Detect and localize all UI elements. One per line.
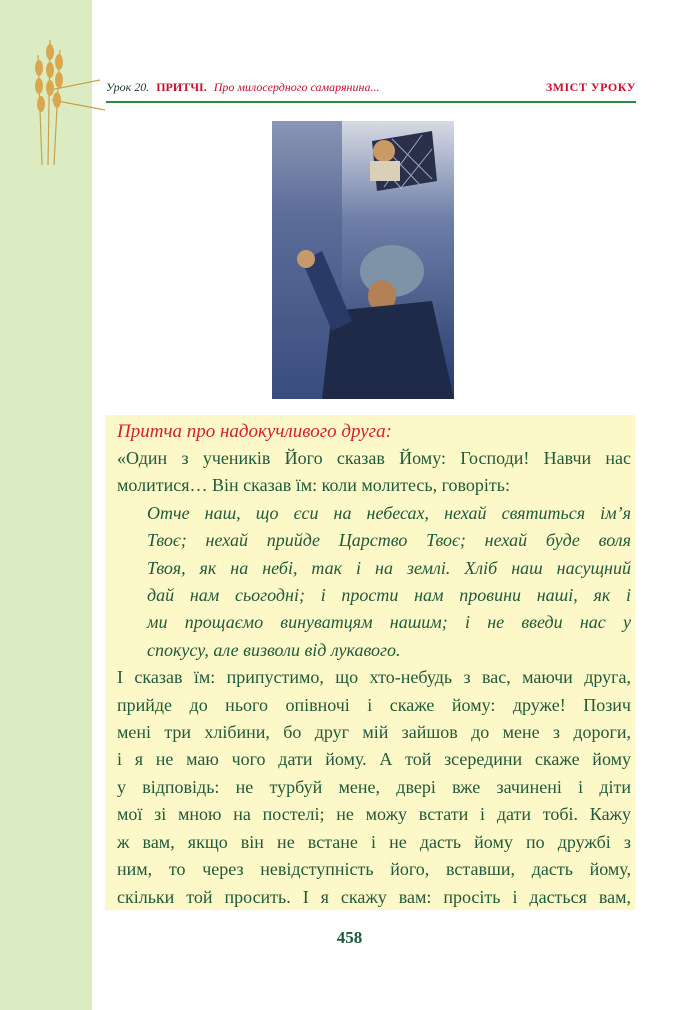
parable-line: і я не маю чого дати йому. А той зсередини скаже йому	[117, 749, 631, 770]
prayer-line: Отче наш, що єси на небесах, нехай святиться ім’я	[147, 502, 631, 523]
prayer-line: ми прощаємо винуватцям нашим; і не введи нас у	[147, 612, 631, 633]
parable-body	[117, 445, 631, 911]
parable-text-box	[105, 415, 635, 910]
parable-line: у відповідь: не турбуй мене, двері вже зачинені і діти	[117, 776, 631, 797]
parable-illustration	[272, 121, 454, 399]
parable-line: І сказав їм: припустимо, що хто-небудь з вас, маючи друга,	[117, 667, 631, 688]
wheat-icon	[30, 30, 110, 170]
lesson-number: Урок 20.	[106, 80, 150, 94]
parable-line: «Один з учеників Його сказав Йому: Господи! Навчи нас	[117, 448, 631, 468]
parable-line: скільки той просить. І я скажу вам: просіть і дасться вам,	[117, 886, 631, 907]
lesson-header	[106, 80, 636, 100]
lesson-subtitle: Про милосердного самарянина...	[213, 80, 380, 94]
parable-line: мені три хлібини, бо друг мій зайшов до мене з дороги,	[117, 722, 631, 743]
lesson-contents-link[interactable]: ЗМІСТ УРОКУ	[545, 80, 636, 94]
prayer-line: Твоє; нехай прийде Царство Твоє; нехай буде воля	[147, 530, 631, 551]
parable-line: прийде до нього опівночі і скаже йому: друже! Позич	[117, 694, 631, 715]
page-number: 458	[336, 928, 363, 947]
prayer-line: дай нам сьогодні; і прости нам провини наші, як і	[147, 585, 631, 606]
prayer-line: Твоя, як на небі, так і на землі. Хліб наш насущний	[147, 557, 631, 578]
parable-line: мої зі мною на постелі; не можу встати і дати тобі. Кажу	[117, 804, 631, 825]
parable-title: Притча про надокучливого друга:	[117, 421, 392, 442]
parable-line: ним, то через невідступність його, вставши, дасть йому,	[117, 859, 631, 880]
prayer-line: спокусу, але визволи від лукавого.	[147, 639, 401, 660]
lesson-section: ПРИТЧІ.	[156, 80, 207, 94]
header-divider	[106, 101, 636, 103]
parable-line: молитися… Він сказав їм: коли молитесь, говоріть:	[117, 475, 510, 496]
parable-line: ж вам, якщо він не встане і не дасть йому по дружбі з	[117, 831, 631, 852]
